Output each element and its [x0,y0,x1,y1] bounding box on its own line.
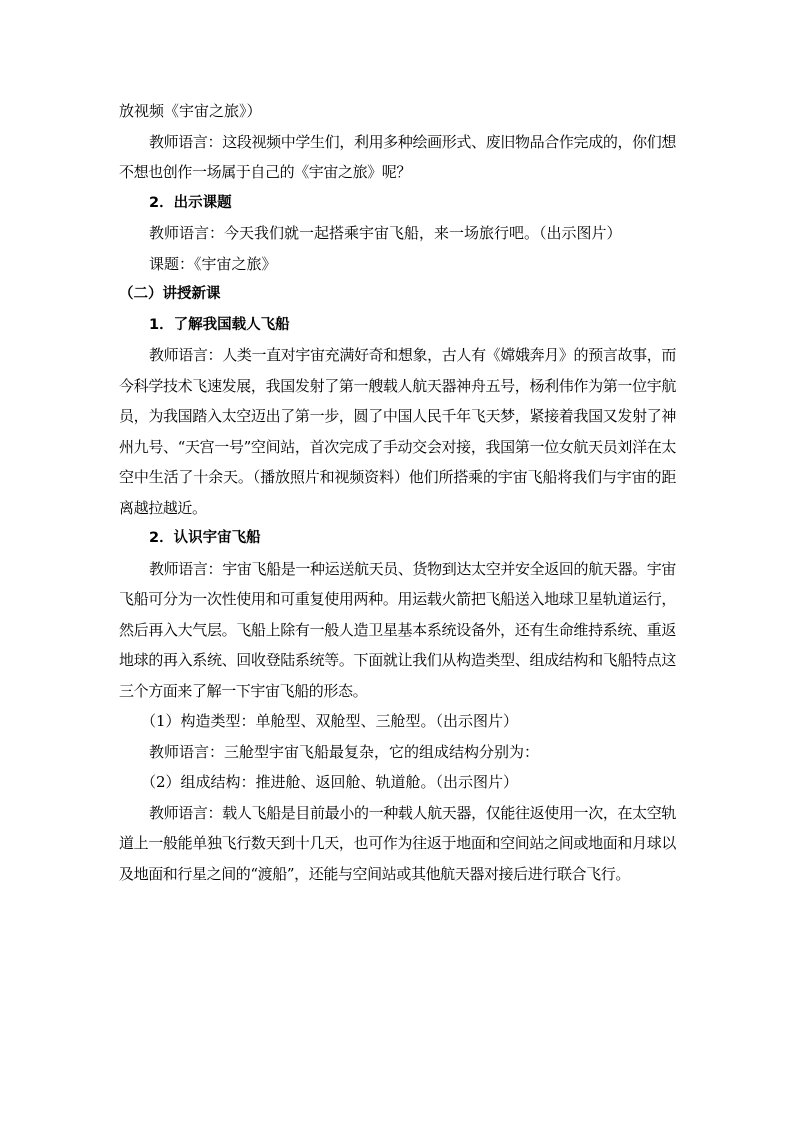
paragraph: 教师语言：载人飞船是目前最小的一种载人航天器，仅能往返使用一次，在太空轨道上一般能单独飞行数天到十几天，也可作为往返于地面和空间站之间或地面和月球以及地面和行星之间的“渡船”，还能与空间站或其他航天器对接后进行联合飞行。 [119,803,676,883]
text-line: 放视频《宇宙之旅》） [119,102,262,120]
text-line: 课题：《宇宙之旅》 [149,254,277,273]
paragraph: 教师语言：人类一直对宇宙充满好奇和想象，古人有《嫦娥奔月》的预言故事，而今科学技术飞速发展，我国发射了第一艘载人航天器神舟五号，杨利伟作为第一位宇航员，为我国踏入太空迈出了第一步，圆了中国人民千年飞天梦，紧接着我国又发射了神州九号、“天宫一号”空间站，首次完成了手动交会对接，我国第一位女航天员刘洋在太空中生活了十余天。（播放照片和视频资料）他们所搭乘的宇宙飞船将我们与宇宙的距离越拉越近。 [119,346,676,517]
subheading: 1．了解我国载人飞船 [149,316,290,333]
document-page [119,96,676,889]
list-item: （2）组成结构：推进舱、返回舱、轨道舱。（出示图片） [141,773,519,791]
paragraph: 教师语言：宇宙飞船是一种运送航天员、货物到达太空并安全返回的航天器。宇宙飞船可分为一次性使用和可重复使用两种。用运载火箭把飞船送入地球卫星轨道运行，然后再入大气层。飞船上除有一般人造卫星基本系统设备外，还有生命维持系统、重返地球的再入系统、回收登陆系统等。下面就让我们从构造类型、组成结构和飞船特点这三个方面来了解一下宇宙飞船的形态。 [119,559,676,700]
list-item: （1）构造类型：单舱型、双舱型、三舱型。（出示图片） [141,712,519,730]
text-line: 教师语言：今天我们就一起搭乘宇宙飞船，来一场旅行吧。（出示图片） [149,224,622,242]
subheading: 2．认识宇宙飞船 [149,530,261,546]
text-line: 教师语言：三舱型宇宙飞船最复杂，它的组成结构分别为： [149,742,540,761]
subheading: 2．出示课题 [149,194,232,211]
paragraph: 教师语言：这段视频中学生们，利用多种绘画形式、废旧物品合作完成的，你们想不想也创作一场属于自己的《宇宙之旅》呢？ [119,132,676,181]
section-heading: （二）讲授新课 [119,286,221,302]
